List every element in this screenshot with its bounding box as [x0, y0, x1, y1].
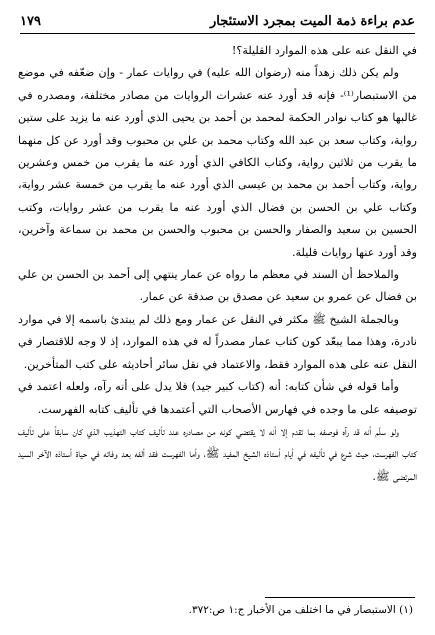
paragraph-4: وبالجملة الشيخ ﷺ مكثر في النقل عن عمار ومع ذلك لم يبتدئ باسمه إلا في موارد نادرة، وهذا مما يبعّد كون كتاب عمار مصدراً له في هذه الموارد، إذ لا وجه للاقتصار في النقل عنه على هذه الموارد فقط، والاعتماد في نقل سائر أحاديثه على كتب المتأخرين. [18, 312, 417, 371]
paragraph-2: ولم يكن ذلك زهداً منه (رضوان الله عليه) في روايات عمار - وإن ضعّفه في موضع من الاستبصار⁽¹⁾- فإنه قد أورد عنه عشرات الروايات من مصادر مختلفة، ومصدره في غالبها هو كتاب نوادر الحكمة لمحمد بن أحمد بن يحيى الذي أورد عنه ما يزيد على ستين رواية، وكتاب سعد بن عبد الله وكتاب محمد بن علي بن محبوب وقد أورد عن كل منهما ما يقرب من ثلاثين رواية، وكتاب الكافي الذي أورد عنه ما يقرب من خمس وعشرين رواية، وكتاب أحمد بن محمد بن عيسى الذي أورد عنه ما يقرب من خمسة عشر رواية، وكتاب علي بن الحسن بن فضال الذي أورد عنه ما يقرب من عشر روايات، وكتب الحسين بن سعيد والصفار والحسن بن محبوب والحسن بن محمد بن سماعة وآخرين، وقد أورد عنها روايات قليلة. [18, 66, 417, 259]
paragraph-5: وأما قوله في شأن كتابه: أنه (كتاب كبير جيد) فلا يدل على أنه رآه، ولعله اعتمد في توصيفه على ما وجده في فهارس الأصحاب التي أعتمدها في تأليف كتابه الفهرست. [18, 380, 417, 416]
footnote-divider [265, 597, 415, 598]
page-header [20, 10, 415, 32]
paragraph-1: في النقل عنه على هذه الموارد القليلة؟! [231, 44, 417, 57]
paragraph-6: ولو سلّم أنه قد رآه فوصفه بما تقدم إلا أنه لا يقتضي كونه من مصادره عند تأليف كتاب التهذيب الذي كان سابقاً على تأليف كتاب الفهرست، حيث شرع في تأليفه في أيام أستاذه الشيخ المفيد ﷺ، وأما الفهرست فقد ألفه بعد وفاته في حياة أستاذه الآخر السيد المرتضى ﷺ. [18, 424, 417, 483]
page-number: ١٧٩ [20, 13, 41, 29]
paragraph-3: والملاحظ أن السند في معظم ما رواه عن عمار ينتهي إلى أحمد بن الحسن بن علي بن فضال عن عمرو بن سعيد عن مصدق بن صدقة عن عمار. [18, 268, 417, 304]
body-text [18, 40, 417, 488]
header-divider [20, 33, 415, 34]
footnote: (١) الاستبصار في ما اختلف من الأخبار ج:١ ص:٣٧٢. [188, 604, 413, 616]
header-title: عدم براءة ذمة الميت بمجرد الاستئجار [210, 13, 415, 29]
